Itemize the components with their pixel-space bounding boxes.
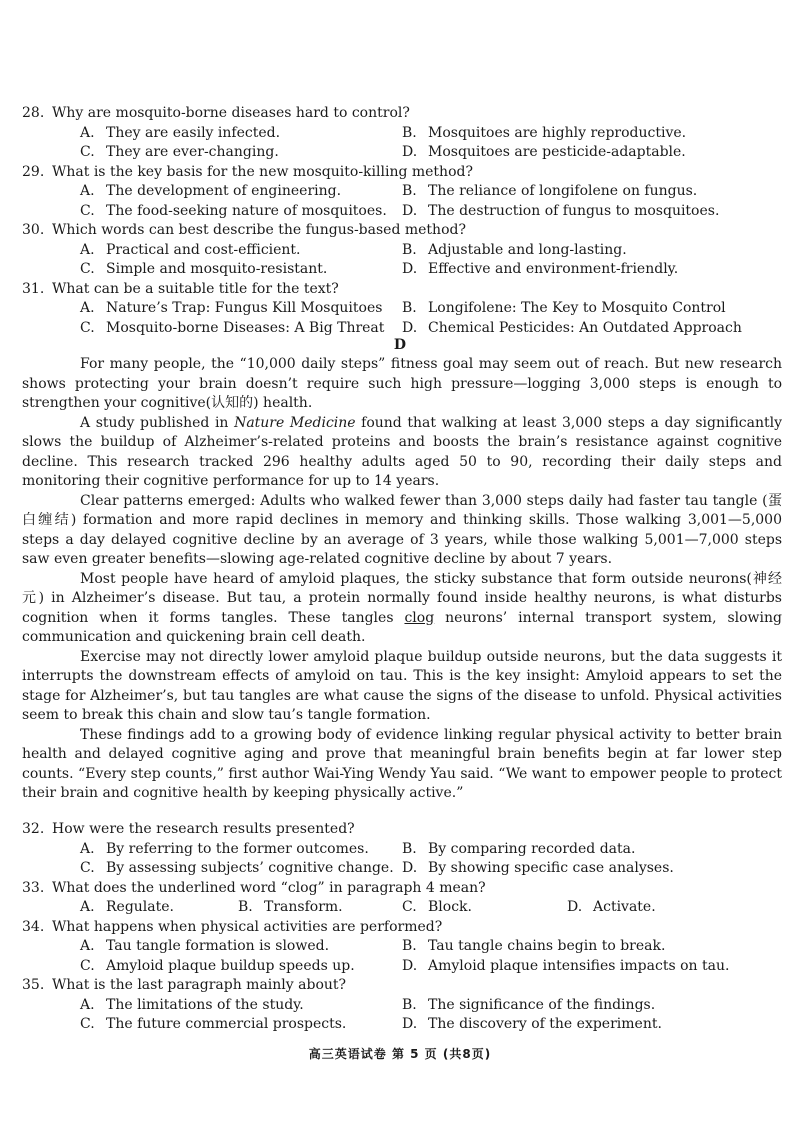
question-number: 34. — [22, 918, 45, 935]
option-c: C. By assessing subjects’ cognitive change. — [80, 860, 394, 876]
question-number: 35. — [22, 977, 45, 993]
option-c: C. The future commercial prospects. — [80, 1016, 347, 1032]
section-title: D — [393, 337, 407, 353]
question-number: 28. — [22, 105, 45, 121]
underlined-word: clog — [404, 609, 435, 626]
option-d: D. Chemical Pesticides: An Outdated Approach — [402, 319, 742, 336]
option-a: A. The limitations of the study. — [80, 996, 304, 1013]
question-text: What does the underlined word “clog” in paragraph 4 mean? — [52, 879, 486, 896]
option-a: A. The development of engineering. — [80, 183, 342, 199]
option-d: D. Activate. — [567, 899, 656, 915]
option-a: A. Nature’s Trap: Fungus Kill Mosquitoes — [80, 300, 383, 316]
option-a: A. Practical and cost-efficient. — [80, 241, 301, 258]
option-d: D. Effective and environment-friendly. — [402, 261, 679, 277]
option-b: B. Transform. — [238, 899, 343, 915]
paragraph-3: Clear patterns emerged: Adults who walked fewer than 3,000 steps daily had faster tau tangle (蛋白缠结) formation and more rapid declines in memory and thinking skills. Those walking 3,001—5,000 steps a day delayed cognitive decline by an average of 3 years, while those walking 5,001—7,000 steps saw even greater benefits—slowing age-related cognitive decline by about 7 years. — [22, 492, 782, 567]
option-c: C. The food-seeking nature of mosquitoes. — [80, 202, 387, 219]
option-a: A. By referring to the former outcomes. — [80, 840, 369, 857]
option-c: C. They are ever-changing. — [80, 144, 279, 160]
paragraph-6: These findings add to a growing body of evidence linking regular physical activity to better brain health and delayed cognitive aging and prove that meaningful brain benefits begin at far lower step counts. “Every step counts,” first author Wai-Ying Wendy Yau said. “We want to empower people to protect their brain and cognitive health by keeping physically active.” — [22, 726, 782, 801]
page-footer: 高三英语试卷 第 5 页 (共8页) — [308, 1047, 492, 1061]
option-d: D. By showing specific case analyses. — [402, 860, 674, 876]
question-33 — [22, 879, 782, 899]
option-a: A. Regulate. — [80, 899, 174, 915]
reading-passage — [22, 355, 782, 804]
paragraph-4: Most people have heard of amyloid plaques, the sticky substance that form outside neurons(神经元) in Alzheimer’s disease. But tau, a protein normally found inside healthy neurons, is what disturbs cognition when it forms tangles. These tangles clog neurons’ internal transport system, slowing communication and quickening brain cell death. — [22, 570, 782, 645]
question-29 — [22, 163, 782, 183]
option-a: A. Tau tangle formation is slowed. — [80, 938, 330, 954]
question-31 — [22, 280, 782, 300]
option-b: B. Mosquitoes are highly reproductive. — [402, 124, 687, 141]
question-35 — [22, 976, 782, 996]
paragraph-5: Exercise may not directly lower amyloid plaque buildup outside neurons, but the data suggests it interrupts the downstream effects of amyloid on tau. This is the key insight: Amyloid appears to set the stage for Alzheimer’s, but tau tangles are what cause the signs of the disease to unfold. Physical activities seem to break this chain and slow tau’s tangle formation. — [22, 648, 782, 723]
option-b: B. Longifolene: The Key to Mosquito Control — [402, 300, 726, 316]
question-text: What is the last paragraph mainly about? — [52, 977, 347, 993]
question-number: 29. — [22, 163, 45, 180]
question-text: How were the research results presented? — [52, 821, 355, 837]
question-28 — [22, 104, 782, 124]
option-d: D. Mosquitoes are pesticide-adaptable. — [402, 144, 686, 160]
option-b: B. By comparing recorded data. — [402, 840, 636, 857]
option-c: C. Mosquito-borne Diseases: A Big Threat — [80, 319, 385, 336]
option-a: A. They are easily infected. — [80, 124, 281, 141]
option-d: D. Amyloid plaque intensifies impacts on tau. — [402, 957, 730, 974]
paragraph-2: A study published in Nature Medicine found that walking at least 3,000 steps a day significantly slows the buildup of Alzheimer’s-related proteins and boosts the brain’s resistance against cognitive decline. This research tracked 296 healthy adults aged 50 to 90, recording their daily steps and monitoring their cognitive performance for up to 14 years. — [22, 414, 782, 489]
question-32 — [22, 820, 782, 840]
question-34 — [22, 918, 782, 938]
option-d: D. The discovery of the experiment. — [402, 1016, 662, 1032]
option-c: C. Amyloid plaque buildup speeds up. — [80, 957, 355, 974]
question-30 — [22, 221, 782, 241]
question-number: 32. — [22, 821, 45, 837]
option-b: B. Adjustable and long-lasting. — [402, 241, 627, 258]
question-text: What can be a suitable title for the text? — [52, 280, 339, 297]
question-number: 30. — [22, 222, 45, 238]
option-b: B. Tau tangle chains begin to break. — [402, 938, 666, 954]
paragraph-1: For many people, the “10,000 daily steps” fitness goal may seem out of reach. But new research shows protecting your brain doesn’t require such high pressure—logging 3,000 steps is enough to strengthen your cognitive(认知的) health. — [22, 356, 782, 411]
option-d: D. The destruction of fungus to mosquitoes. — [402, 202, 720, 219]
option-b: B. The reliance of longifolene on fungus. — [402, 183, 698, 199]
option-c: C. Simple and mosquito-resistant. — [80, 261, 328, 277]
option-c: C. Block. — [402, 899, 472, 915]
questions-top — [22, 104, 782, 338]
journal-name: Nature Medicine — [234, 414, 356, 431]
question-text: Why are mosquito-borne diseases hard to control? — [52, 105, 410, 121]
question-text: Which words can best describe the fungus-based method? — [52, 222, 466, 238]
question-text: What is the key basis for the new mosquito-killing method? — [52, 163, 473, 180]
question-text: What happens when physical activities are performed? — [52, 918, 443, 935]
option-b: B. The significance of the findings. — [402, 996, 656, 1013]
question-number: 33. — [22, 879, 45, 896]
questions-bottom — [22, 820, 782, 1035]
question-number: 31. — [22, 280, 45, 297]
